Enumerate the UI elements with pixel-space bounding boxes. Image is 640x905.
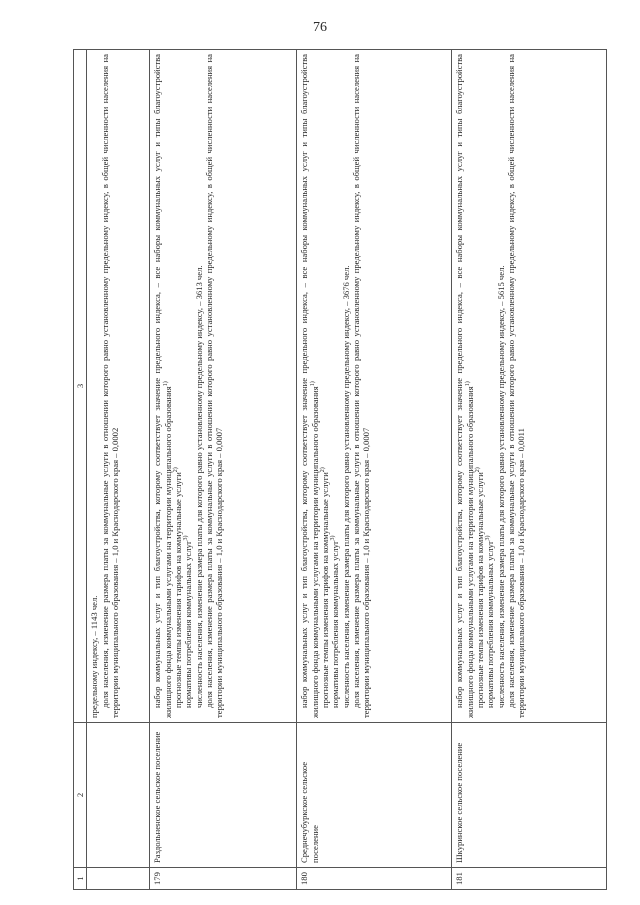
tariff-rates-text: прогнозные темпы изменения тарифов на коммунальные услуги$^{2)}$ xyxy=(172,467,183,708)
municipal-index-table xyxy=(73,49,607,890)
row-number: 181 xyxy=(452,868,607,890)
consumption-norms-text: нормативы потребления коммунальных услуг$^{3)}$ xyxy=(183,535,194,708)
rotated-table-page xyxy=(73,50,588,890)
table-row xyxy=(297,50,452,890)
municipality-name-cell xyxy=(87,723,150,868)
population-text: численность населения, изменение размера платы для которого равно установленному предельному индексу, – 3676 чел. xyxy=(340,265,351,708)
description-cell xyxy=(297,50,452,723)
population-share-text: доля населения, изменение размера платы за коммунальные услуги в отношении которого равно установленному предельному индексу, в общей численности населения на территории муниципального образования – 1,0 и Краснодарского края – 0,0011 xyxy=(505,54,527,718)
table-header-row xyxy=(74,50,87,890)
table-row xyxy=(452,50,607,890)
municipality-name: Раздольненское сельское поселение xyxy=(150,723,297,868)
population-share-text: доля населения, изменение размера платы за коммунальные услуги в отношении которого равно установленному предельному индексу, в общей численности населения на территории муниципального образования – 1,0 и Краснодарского края – 0,0007 xyxy=(203,54,225,718)
description-cell xyxy=(87,50,150,723)
municipality-name: Шкуринское сельское поселение xyxy=(452,723,607,868)
service-set-text: набор коммунальных услуг и тип благоустройства, которому соответствует значение предельного индекса, – все наборы коммунальных услуг и типы благоустройства жилищного фонда коммунальными услугами на территории муниципального образования$^{1)}$ xyxy=(152,54,173,718)
population-text: численность населения, изменение размера платы для которого равно установленному предельному индексу, – 3613 чел. xyxy=(193,265,204,708)
header-col-1: 1 xyxy=(74,868,87,890)
population-share-text: доля населения, изменение размера платы за коммунальные услуги в отношении которого равно установленному предельному индексу, в общей численности населения на территории муниципального образования – 1,0 и Краснодарского края – 0,0007 xyxy=(350,54,372,718)
consumption-norms-text: нормативы потребления коммунальных услуг$^{3)}$ xyxy=(330,535,341,708)
table-row-continued xyxy=(87,50,150,890)
row-number-cell xyxy=(87,868,150,890)
description-cell xyxy=(150,50,297,723)
row-number: 179 xyxy=(150,868,297,890)
service-set-text: набор коммунальных услуг и тип благоустройства, которому соответствует значение предельного индекса, – все наборы коммунальных услуг и типы благоустройства жилищного фонда коммунальными услугами на территории муниципального образования$^{1)}$ xyxy=(299,54,320,718)
description-cell xyxy=(452,50,607,723)
row-number: 180 xyxy=(297,868,452,890)
municipality-name: Среднечубуркское сельское поселение xyxy=(297,723,452,868)
service-set-text: набор коммунальных услуг и тип благоустройства, которому соответствует значение предельного индекса, – все наборы коммунальных услуг и типы благоустройства жилищного фонда коммунальными услугами на территории муниципального образования$^{1)}$ xyxy=(454,54,475,718)
header-col-2: 2 xyxy=(74,723,87,868)
table-row xyxy=(150,50,297,890)
continued-line-2: доля населения, изменение размера платы за коммунальные услуги в отношении которого равно установленному предельному индексу, в общей численности населения на территории муниципального образования – 1,0 и Краснодарского края – 0,0002 xyxy=(99,54,120,718)
continued-line-1: предельному индексу, – 1143 чел. xyxy=(89,595,100,718)
page-number: 76 xyxy=(313,20,327,35)
consumption-norms-text: нормативы потребления коммунальных услуг$^{3)}$ xyxy=(485,535,496,708)
tariff-rates-text: прогнозные темпы изменения тарифов на коммунальные услуги$^{2)}$ xyxy=(474,467,485,708)
header-col-3: 3 xyxy=(74,50,87,723)
population-text: численность населения, изменение размера платы для которого равно установленному предельному индексу, – 5615 чел. xyxy=(495,265,506,708)
tariff-rates-text: прогнозные темпы изменения тарифов на коммунальные услуги$^{2)}$ xyxy=(319,467,330,708)
